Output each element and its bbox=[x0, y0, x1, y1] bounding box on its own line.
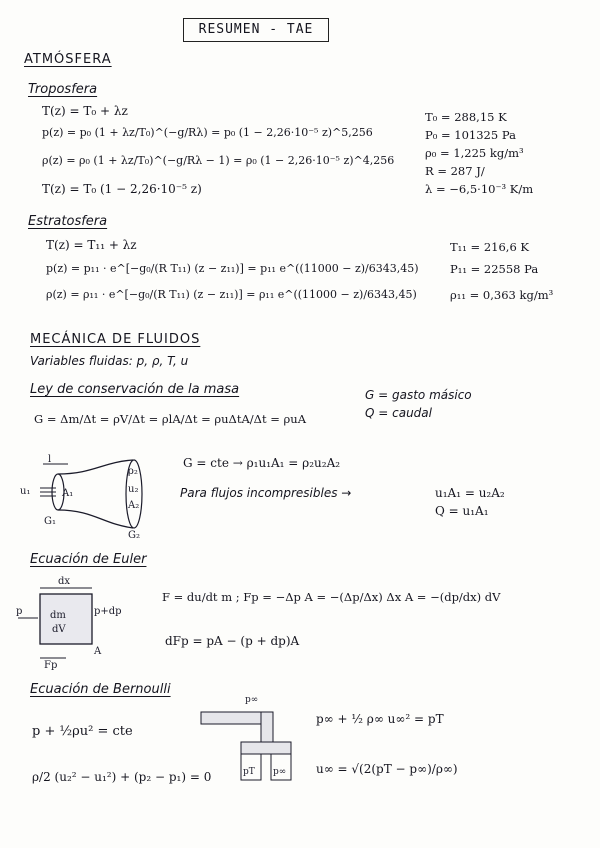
nozzle-label-u1: u₁ bbox=[20, 486, 31, 497]
cv-label-p: p bbox=[16, 606, 23, 617]
estrato-value-p11: P₁₁ = 22558 Pa bbox=[450, 262, 539, 276]
cv-label-dv: dV bbox=[52, 624, 66, 635]
cv-label-a: A bbox=[94, 646, 102, 657]
def-caudal: Q = caudal bbox=[365, 406, 432, 420]
tropo-eq-temp: T(z) = T₀ + λz bbox=[42, 104, 128, 118]
tropo-value-r: R = 287 J/ bbox=[425, 164, 485, 178]
incomp-eq-caudal: Q = u₁A₁ bbox=[435, 504, 489, 518]
tropo-value-lambda: λ = −6,5·10⁻³ K/m bbox=[425, 182, 534, 196]
euler-eq-force: F = du/dt m ; Fp = −Δp A = −(Δp/Δx) Δx A = −(dp/dx) dV bbox=[162, 590, 501, 604]
euler-heading: Ecuación de Euler bbox=[30, 552, 147, 567]
cv-label-p-dp: p+dp bbox=[94, 606, 122, 617]
conservacion-eq: G = Δm/Δt = ρV/Δt = ρlA/Δt = ρuΔtA/Δt = ρuA bbox=[34, 412, 307, 426]
nozzle-label-rho2: ρ₂ bbox=[128, 466, 138, 477]
troposfera-heading: Troposfera bbox=[28, 82, 98, 97]
conservacion-heading: Ley de conservación de la masa bbox=[30, 382, 240, 397]
estrato-eq-pressure: p(z) = p₁₁ · e^[−g₀/(R T₁₁) (z − z₁₁)] = p₁₁ e^((11000 − z)/6343,45) bbox=[46, 262, 419, 275]
estratosfera-heading: Estratosfera bbox=[28, 214, 108, 229]
nozzle-diagram bbox=[18, 452, 168, 542]
conservacion-eq-cte: G = cte → ρ₁u₁A₁ = ρ₂u₂A₂ bbox=[183, 456, 341, 470]
nozzle-label-u2: u₂ bbox=[128, 484, 139, 495]
euler-eq-dfp: dFp = pA − (p + dp)A bbox=[165, 634, 300, 648]
estrato-eq-temp: T(z) = T₁₁ + λz bbox=[46, 238, 137, 252]
cv-label-fp: Fp bbox=[44, 660, 58, 670]
mecanica-heading: MECÁNICA DE FLUIDOS bbox=[30, 332, 201, 347]
pitot-label-pinf: p∞ bbox=[273, 767, 287, 777]
incomp-eq-continuity: u₁A₁ = u₂A₂ bbox=[435, 486, 505, 500]
nozzle-label-l: l bbox=[48, 454, 52, 465]
def-gasto: G = gasto másico bbox=[365, 388, 472, 402]
pitot-diagram bbox=[195, 690, 305, 790]
control-volume-diagram bbox=[14, 574, 134, 670]
tropo-value-t0: T₀ = 288,15 K bbox=[425, 110, 507, 124]
bernoulli-heading: Ecuación de Bernoulli bbox=[30, 682, 171, 697]
nozzle-label-g1: G₁ bbox=[44, 516, 56, 527]
variables-fluidas: Variables fluidas: p, ρ, T, u bbox=[30, 354, 189, 368]
tropo-eq-temp-numeric: T(z) = T₀ (1 − 2,26·10⁻⁵ z) bbox=[42, 182, 202, 196]
tropo-value-rho0: ρ₀ = 1,225 kg/m³ bbox=[425, 146, 524, 160]
tropo-eq-density: ρ(z) = ρ₀ (1 + λz/T₀)^(−g/Rλ − 1) = ρ₀ (1 − 2,26·10⁻⁵ z)^4,256 bbox=[42, 154, 395, 167]
bernoulli-eq-velocity: u∞ = √(2(pT − p∞)/ρ∞) bbox=[316, 762, 458, 776]
nozzle-label-a2: A₂ bbox=[128, 500, 140, 511]
nozzle-label-g2: G₂ bbox=[128, 530, 140, 541]
estrato-eq-density: ρ(z) = ρ₁₁ · e^[−g₀/(R T₁₁) (z − z₁₁)] = ρ₁₁ e^((11000 − z)/6343,45) bbox=[46, 288, 417, 301]
estrato-value-rho11: ρ₁₁ = 0,363 kg/m³ bbox=[450, 288, 554, 302]
estrato-value-t11: T₁₁ = 216,6 K bbox=[450, 240, 530, 254]
cv-label-dm: dm bbox=[50, 610, 66, 621]
atmosfera-heading: ATMÓSFERA bbox=[24, 52, 112, 67]
cv-label-dx: dx bbox=[58, 576, 71, 587]
tropo-value-p0: P₀ = 101325 Pa bbox=[425, 128, 516, 142]
bernoulli-eq-cte: p + ½ρu² = cte bbox=[32, 724, 133, 739]
pitot-label-pt: pT bbox=[243, 767, 255, 777]
bernoulli-eq-diff: ρ/2 (u₂² − u₁²) + (p₂ − p₁) = 0 bbox=[32, 770, 212, 784]
tropo-eq-pressure: p(z) = p₀ (1 + λz/T₀)^(−g/Rλ) = p₀ (1 − 2,26·10⁻⁵ z)^5,256 bbox=[42, 126, 373, 139]
page-title: RESUMEN - TAE bbox=[183, 18, 329, 42]
pitot-label-pinf-top: p∞ bbox=[245, 695, 259, 705]
nozzle-label-a1: A₁ bbox=[62, 488, 74, 499]
bernoulli-eq-pitot: p∞ + ½ ρ∞ u∞² = pT bbox=[316, 712, 444, 726]
incompresibles-label: Para flujos incompresibles → bbox=[180, 486, 352, 500]
